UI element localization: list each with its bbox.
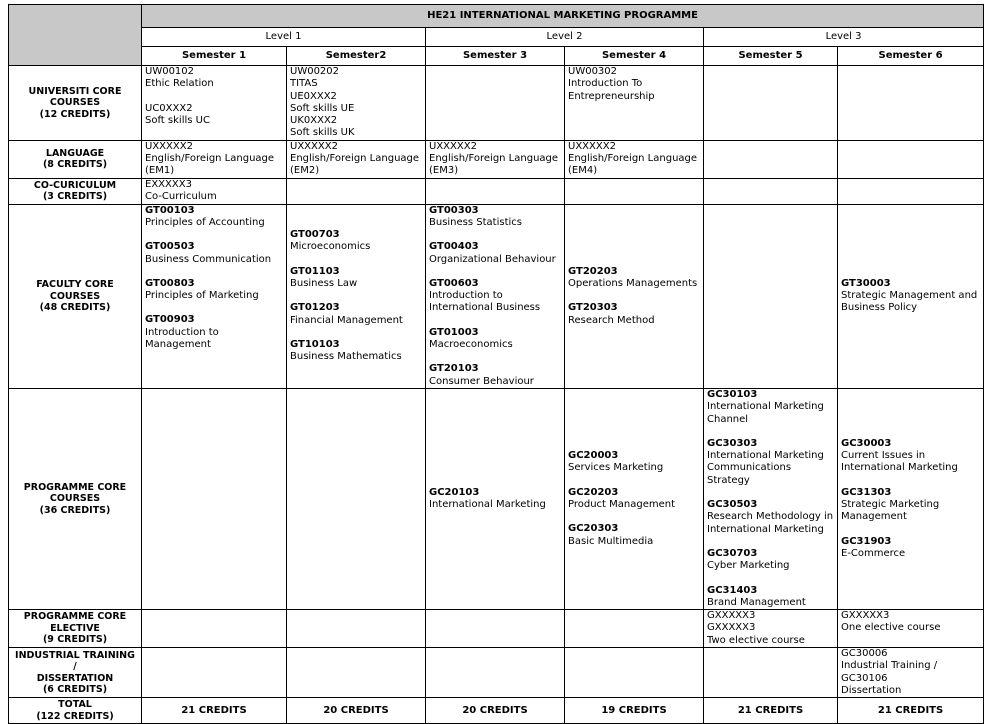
semester-2-header: Semester2 — [287, 47, 426, 66]
spacer — [707, 536, 834, 548]
cell-semester-1 — [142, 388, 287, 609]
cell-semester-6 — [838, 140, 984, 178]
row-label — [9, 66, 142, 141]
cell-semester-2 — [287, 66, 426, 141]
cell-semester-5 — [704, 388, 838, 609]
cell-semester-3 — [426, 140, 565, 178]
cell-semester-6 — [838, 66, 984, 141]
row-label-line: COURSES — [49, 97, 101, 109]
row-label-line: COURSES — [49, 290, 101, 302]
course-code: GC30103 — [707, 388, 758, 400]
course-title: Principles of Accounting — [145, 216, 265, 228]
course-title: Macroeconomics — [429, 339, 513, 351]
course-code: GT00403 — [429, 241, 479, 253]
cell-semester-6 — [838, 610, 984, 648]
course-title: English/Foreign Language (EM4) — [568, 153, 698, 177]
course-title: E-Commerce — [841, 547, 906, 559]
cell-semester-1 — [142, 178, 287, 204]
course-code: UXXXXX2 — [145, 140, 193, 152]
cell-semester-2 — [287, 388, 426, 609]
course-title: Consumer Behaviour — [429, 375, 534, 387]
course-code: GT01103 — [290, 265, 340, 277]
course-code: UE0XXX2 — [290, 90, 337, 102]
cell-semester-5 — [704, 140, 838, 178]
cell-semester-1 — [142, 66, 287, 141]
spacer — [841, 475, 980, 487]
course-title: Soft skills UK — [290, 127, 355, 139]
course-title: Principles of Marketing — [145, 290, 259, 302]
spacer — [707, 426, 834, 438]
course-title: Services Marketing — [568, 462, 664, 474]
row-label-line: LANGUAGE — [45, 147, 105, 159]
cell-semester-4 — [565, 648, 704, 698]
course-title: Business Communication — [145, 253, 272, 265]
course-code: GXXXXX3 — [841, 610, 890, 622]
course-title: Introduction To Entrepreneurship — [568, 78, 655, 102]
row-label-line: (12 CREDITS) — [39, 108, 111, 120]
total-label — [9, 698, 142, 724]
course-code: GT00803 — [145, 277, 195, 289]
course-code: GT20103 — [429, 363, 479, 375]
course-title: Soft skills UE — [290, 102, 355, 114]
row-label-line: PROGRAMME CORE — [23, 611, 127, 623]
course-code: GT10103 — [290, 338, 340, 350]
cell-semester-6 — [838, 178, 984, 204]
course-code: GC30106 — [841, 672, 888, 684]
spacer — [568, 290, 700, 302]
cell-semester-2 — [287, 648, 426, 698]
row-label — [9, 140, 142, 178]
row-label — [9, 388, 142, 609]
row-label-line: CO-CURICULUM — [33, 179, 117, 191]
course-code: GT20303 — [568, 302, 618, 314]
cell-semester-5 — [704, 648, 838, 698]
semester-4-header: Semester 4 — [565, 47, 704, 66]
row-label-line: (36 CREDITS) — [39, 504, 111, 516]
row-label-line: COURSES — [49, 493, 101, 505]
course-title: Introduction to Management — [145, 326, 219, 351]
course-code: UW00302 — [568, 66, 618, 77]
spacer — [568, 475, 700, 487]
course-code: GT01003 — [429, 326, 479, 338]
total-credits-sem-2: 20 CREDITS — [287, 698, 426, 724]
course-title: Research Methodology in International Marketing — [707, 511, 834, 535]
cell-semester-3 — [426, 204, 565, 388]
course-title: Microeconomics — [290, 241, 371, 253]
spacer — [290, 327, 422, 339]
course-code: UXXXXX2 — [429, 140, 477, 152]
spacer — [707, 573, 834, 585]
language-row — [9, 140, 984, 178]
total-credits-sem-5: 21 CREDITS — [704, 698, 838, 724]
course-code: GT00903 — [145, 314, 195, 326]
course-title: Organizational Behaviour — [429, 253, 556, 265]
spacer — [145, 91, 283, 103]
total-label-line: TOTAL — [58, 699, 92, 711]
row-label-line: FACULTY CORE — [36, 279, 114, 291]
course-code: GC20303 — [568, 523, 619, 535]
level-2-header: Level 2 — [426, 28, 704, 47]
course-title: English/Foreign Language (EM1) — [145, 153, 275, 177]
semester-6-header: Semester 6 — [838, 47, 984, 66]
course-title: Ethic Relation — [145, 78, 214, 90]
cell-semester-5 — [704, 178, 838, 204]
course-code: UXXXXX2 — [568, 140, 616, 152]
co-curiculum-row — [9, 178, 984, 204]
spacer — [841, 524, 980, 536]
course-title: Business Mathematics — [290, 351, 402, 363]
course-code: GC31403 — [707, 584, 758, 596]
total-credits-sem-6: 21 CREDITS — [838, 698, 984, 724]
row-label-line: (8 CREDITS) — [42, 159, 108, 171]
universiti-core-row — [9, 66, 984, 141]
cell-semester-2 — [287, 140, 426, 178]
row-label-line: (48 CREDITS) — [39, 302, 111, 314]
row-label-line: (6 CREDITS) — [42, 684, 108, 696]
total-credits-sem-1: 21 CREDITS — [142, 698, 287, 724]
course-title: Research Method — [568, 314, 655, 326]
course-title: TITAS — [290, 78, 318, 90]
row-label — [9, 610, 142, 648]
total-label-line: (122 CREDITS) — [36, 710, 114, 722]
course-title: International Marketing Channel — [707, 401, 824, 425]
course-title: International Marketing — [429, 499, 546, 511]
spacer — [429, 351, 561, 363]
course-title: Business Statistics — [429, 216, 522, 228]
course-title: Co-Curriculum — [145, 190, 217, 202]
total-credits-sem-3: 20 CREDITS — [426, 698, 565, 724]
cell-semester-5 — [704, 66, 838, 141]
total-row — [9, 698, 984, 724]
course-title: Strategic Management and Business Policy — [841, 290, 978, 314]
spacer — [568, 511, 700, 523]
course-code: GT00603 — [429, 277, 479, 289]
row-label-line: UNIVERSITI CORE — [28, 85, 122, 97]
course-title: Two elective course — [707, 634, 805, 646]
total-credits-sem-4: 19 CREDITS — [565, 698, 704, 724]
cell-semester-2 — [287, 178, 426, 204]
cell-semester-3 — [426, 648, 565, 698]
course-title: Brand Management — [707, 596, 806, 608]
course-code: GC31303 — [841, 486, 892, 498]
course-code: UK0XXX2 — [290, 115, 338, 127]
course-code: GC30503 — [707, 499, 758, 511]
course-code: GC31903 — [841, 535, 892, 547]
course-code: UC0XXX2 — [145, 102, 193, 114]
course-title: Basic Multimedia — [568, 535, 654, 547]
cell-semester-1 — [142, 204, 287, 388]
course-title: International Marketing Communications Strategy — [707, 450, 824, 486]
course-title: Financial Management — [290, 314, 403, 326]
level-3-header: Level 3 — [704, 28, 984, 47]
cell-semester-1 — [142, 648, 287, 698]
row-label-line: DISSERTATION — [36, 672, 114, 684]
spacer — [429, 266, 561, 278]
course-code: GT00703 — [290, 229, 340, 241]
spacer — [429, 315, 561, 327]
cell-semester-3 — [426, 178, 565, 204]
semester-5-header: Semester 5 — [704, 47, 838, 66]
spacer — [145, 229, 283, 241]
row-label-line: INDUSTRIAL TRAINING / — [15, 649, 135, 673]
programme-core-row — [9, 388, 984, 609]
cell-semester-4 — [565, 204, 704, 388]
course-code: GC20003 — [568, 450, 619, 462]
row-label-line: (3 CREDITS) — [42, 191, 108, 203]
cell-semester-4 — [565, 140, 704, 178]
faculty-core-row — [9, 204, 984, 388]
row-label — [9, 204, 142, 388]
course-code: GC30303 — [707, 437, 758, 449]
course-title: Cyber Marketing — [707, 560, 790, 572]
course-title: Operations Managements — [568, 278, 698, 289]
cell-semester-4 — [565, 388, 704, 609]
cell-semester-4 — [565, 610, 704, 648]
course-code: UW00102 — [145, 66, 195, 77]
course-code: GC30006 — [841, 648, 888, 660]
course-title: One elective course — [841, 622, 941, 634]
course-title: Industrial Training / — [841, 660, 938, 672]
cell-semester-3 — [426, 388, 565, 609]
cell-semester-5 — [704, 204, 838, 388]
course-title: Strategic Marketing Management — [841, 499, 940, 523]
course-code: GT00103 — [145, 204, 195, 216]
cell-semester-6 — [838, 204, 984, 388]
cell-semester-4 — [565, 66, 704, 141]
cell-semester-2 — [287, 610, 426, 648]
row-label-line: PROGRAMME CORE — [23, 481, 127, 493]
course-code: GXXXXX3 — [707, 610, 756, 622]
course-code: GC30003 — [841, 437, 892, 449]
course-code: GT00503 — [145, 241, 195, 253]
course-code: GT20203 — [568, 265, 618, 277]
semester-3-header: Semester 3 — [426, 47, 565, 66]
course-title: English/Foreign Language (EM3) — [429, 153, 559, 177]
course-code: GC30703 — [707, 547, 758, 559]
course-code: EXXXXX3 — [145, 178, 192, 190]
course-title: Soft skills UC — [145, 114, 210, 126]
cell-semester-6 — [838, 388, 984, 609]
table-title: HE21 INTERNATIONAL MARKETING PROGRAMME — [142, 5, 984, 28]
spacer — [145, 266, 283, 278]
spacer — [429, 229, 561, 241]
row-label — [9, 178, 142, 204]
cell-semester-2 — [287, 204, 426, 388]
course-code: UXXXXX2 — [290, 140, 338, 152]
course-title: English/Foreign Language (EM2) — [290, 153, 420, 177]
course-title: Business Law — [290, 278, 358, 289]
cell-semester-3 — [426, 610, 565, 648]
course-code: GT30003 — [841, 277, 891, 289]
spacer — [290, 290, 422, 302]
programme-elective-row — [9, 610, 984, 648]
industrial-training-row — [9, 648, 984, 698]
spacer — [707, 487, 834, 499]
course-code: GT01203 — [290, 302, 340, 314]
row-label — [9, 648, 142, 698]
cell-semester-1 — [142, 610, 287, 648]
course-code: GC20103 — [429, 486, 480, 498]
spacer — [290, 254, 422, 266]
semester-1-header: Semester 1 — [142, 47, 287, 66]
cell-semester-5 — [704, 610, 838, 648]
row-label-line: ELECTIVE — [50, 622, 100, 634]
course-title: Current Issues in International Marketing — [841, 450, 958, 474]
row-label-line: (9 CREDITS) — [42, 634, 108, 646]
level-1-header: Level 1 — [142, 28, 426, 47]
cell-semester-1 — [142, 140, 287, 178]
spacer — [145, 302, 283, 314]
course-title: Product Management — [568, 499, 676, 511]
course-code: GT00303 — [429, 204, 479, 216]
course-title: Dissertation — [841, 684, 902, 696]
programme-structure-table — [8, 4, 984, 724]
course-title: Introduction to International Business — [429, 290, 541, 314]
cell-semester-6 — [838, 648, 984, 698]
course-code: GC20203 — [568, 486, 619, 498]
course-code: UW00202 — [290, 66, 340, 77]
corner-cell — [9, 5, 142, 66]
course-code: GXXXXX3 — [707, 622, 756, 634]
cell-semester-4 — [565, 178, 704, 204]
cell-semester-3 — [426, 66, 565, 141]
